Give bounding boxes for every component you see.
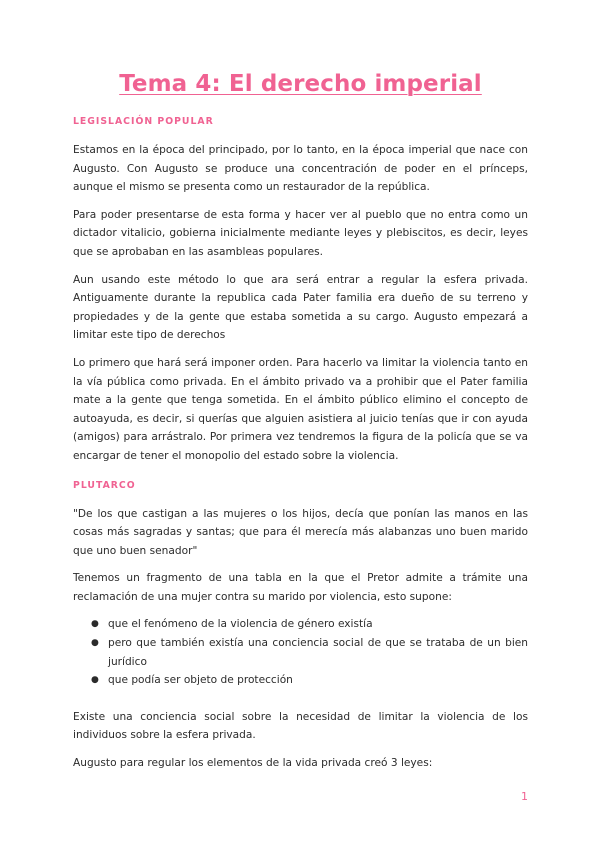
bullet-icon: ● <box>91 619 99 630</box>
paragraph: Lo primero que hará será imponer orden. Para hacerlo va limitar la violencia tanto en la vía pública como privada. En el ámbito privado va a prohibir que el Pater familia mate a la gente que tenga sometida. En el ámbito público elimino el concepto de autoayuda, es decir, si querías que alguien asistiera al juicio tenías que ir con ayuda (amigos) para arrástralo. Por primera vez tendremos la figura de la policía que se va encargar de tener el monopolio del estado sobre la violencia. <box>73 356 528 462</box>
list-item-text: que el fenómeno de la violencia de género existía <box>108 618 373 631</box>
paragraph: Augusto para regular los elementos de la vida privada creó 3 leyes: <box>73 757 433 770</box>
page-title: Tema 4: El derecho imperial <box>119 71 482 97</box>
list-item-text: pero que también existía una conciencia social de que se trataba de un bien jurídico <box>108 637 528 668</box>
bullet-list <box>73 615 528 689</box>
quote: "De los que castigan a las mujeres o los hijos, decía que ponían las manos en las cosas más sagradas y santas; que para él merecía más alabanzas uno buen marido que uno buen senador" <box>73 507 528 557</box>
list-item <box>91 671 528 690</box>
section-heading-plutarco: PLUTARCO <box>73 479 136 491</box>
bullet-icon: ● <box>91 638 99 649</box>
paragraph: Para poder presentarse de esta forma y hacer ver al pueblo que no entra como un dictador vitalicio, gobierna inicialmente mediante leyes y plebiscitos, es decir, leyes que se aprobaban en las asambleas populares. <box>73 208 528 258</box>
paragraph: Estamos en la época del principado, por lo tanto, en la época imperial que nace con Augusto. Con Augusto se produce una concentración de poder en el prínceps, aunque el mismo se presenta como un restaurador de la república. <box>73 144 528 194</box>
bullet-icon: ● <box>91 675 99 686</box>
list-item <box>91 634 528 671</box>
paragraph: Existe una conciencia social sobre la necesidad de limitar la violencia de los individuos sobre la esfera privada. <box>73 710 528 742</box>
paragraph: Aun usando este método lo que ara será entrar a regular la esfera privada. Antiguamente durante la republica cada Pater familia era dueño de su terreno y propiedades y de la gente que estaba sometida a su cargo. Augusto empezará a limitar este tipo de derechos <box>73 273 528 342</box>
paragraph: Tenemos un fragmento de una tabla en la que el Pretor admite a trámite una reclamación de una mujer contra su marido por violencia, esto supone: <box>73 572 528 603</box>
list-item-text: que podía ser objeto de protección <box>108 674 293 687</box>
section-heading-legislacion: LEGISLACIÓN POPULAR <box>73 116 214 127</box>
page-number: 1 <box>521 790 528 803</box>
list-item <box>91 615 528 634</box>
